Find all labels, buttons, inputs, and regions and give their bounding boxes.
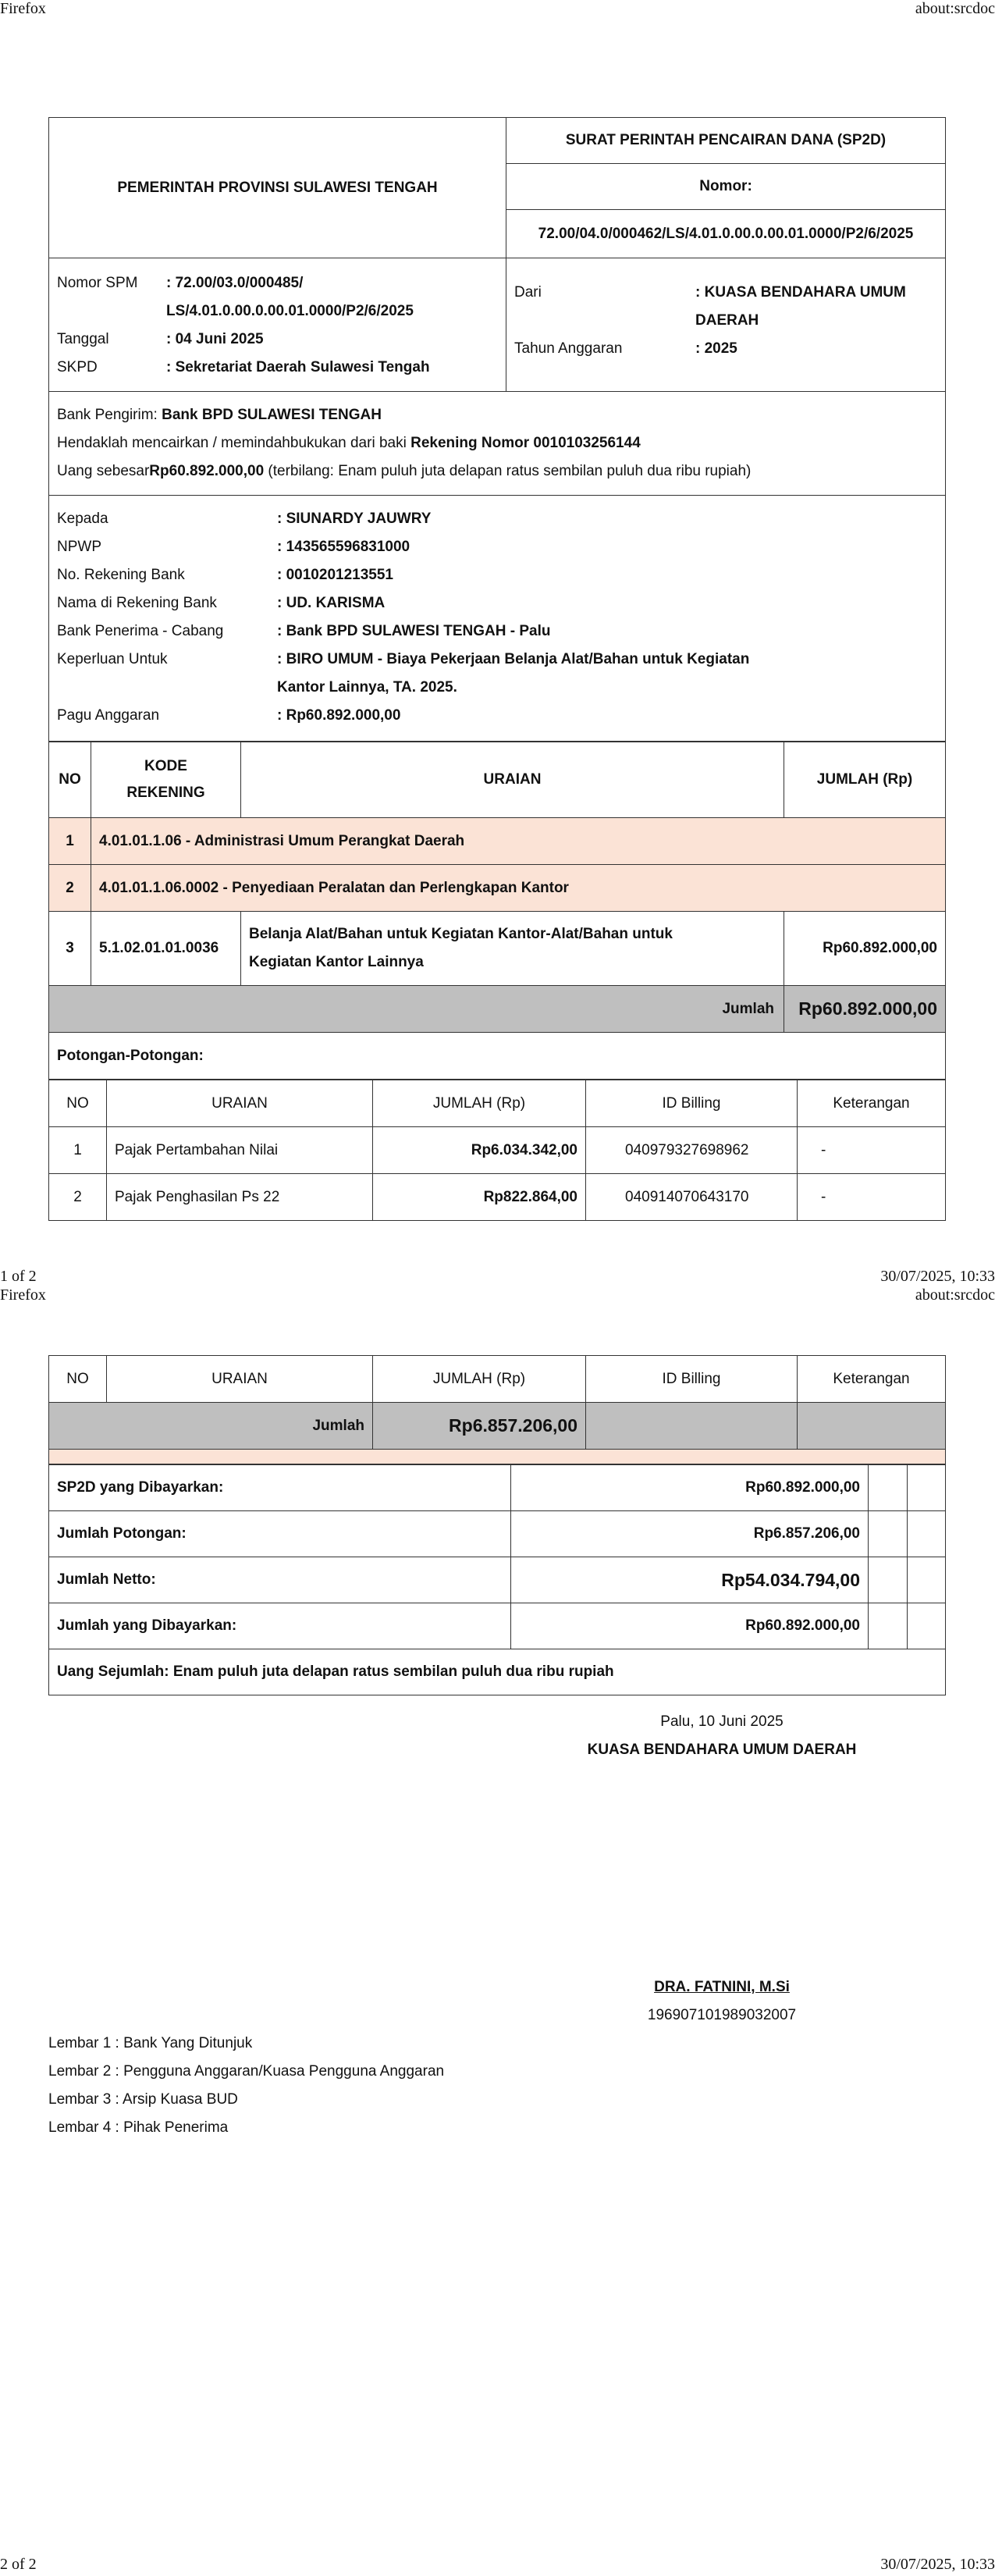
sp2d-document-page2 bbox=[48, 1355, 946, 1695]
summary-empty-cell bbox=[869, 1465, 908, 1511]
summary-row bbox=[49, 1511, 946, 1557]
potongan-jumlah: Rp6.034.342,00 bbox=[373, 1127, 586, 1174]
potongan-keterangan: - bbox=[798, 1127, 946, 1174]
browser-url-page2: about:srcdoc bbox=[915, 1286, 995, 1304]
potongan-keterangan: - bbox=[798, 1174, 946, 1221]
potongan-total-row bbox=[49, 1403, 946, 1450]
potongan-header-row bbox=[49, 1356, 946, 1403]
jumlah-potongan-label: Jumlah Potongan: bbox=[49, 1511, 511, 1557]
potongan-uraian: Pajak Pertambahan Nilai bbox=[107, 1127, 373, 1174]
summary-empty-cell bbox=[869, 1603, 908, 1649]
page-number-2: 2 of 2 bbox=[0, 2556, 37, 2573]
npwp-label: NPWP bbox=[57, 539, 101, 555]
government-name: PEMERINTAH PROVINSI SULAWESI TENGAH bbox=[49, 118, 506, 258]
items-total-value: Rp60.892.000,00 bbox=[784, 986, 946, 1033]
nomor-spm-label: Nomor SPM bbox=[57, 275, 138, 291]
signature-block bbox=[577, 1708, 866, 1764]
jumlah-potongan-value: Rp6.857.206,00 bbox=[511, 1511, 869, 1557]
potongan-total-value: Rp6.857.206,00 bbox=[373, 1403, 586, 1450]
potongan-jumlah: Rp822.864,00 bbox=[373, 1174, 586, 1221]
items-header-no: NO bbox=[49, 742, 91, 818]
nama-rekening-label: Nama di Rekening Bank bbox=[57, 595, 217, 611]
keperluan-value: : BIRO UMUM - Biaya Pekerjaan Belanja Alat/Bahan untuk Kegiatan bbox=[277, 651, 750, 667]
list-item: Lembar 3 : Arsip Kuasa BUD bbox=[48, 2091, 238, 2108]
potongan-table-continued bbox=[48, 1355, 946, 1464]
list-item: Lembar 2 : Pengguna Anggaran/Kuasa Pengguna Anggaran bbox=[48, 2063, 445, 2080]
skpd-label: SKPD bbox=[57, 359, 98, 375]
potongan-header-row bbox=[49, 1080, 946, 1127]
summary-empty-cell bbox=[908, 1465, 946, 1511]
spm-left bbox=[49, 258, 506, 391]
rekening-nomor: Rekening Nomor 0010103256144 bbox=[410, 435, 641, 451]
row-no: 3 bbox=[49, 912, 91, 986]
bank-penerima-label: Bank Penerima - Cabang bbox=[57, 623, 224, 639]
bank-section bbox=[48, 392, 946, 496]
summary-row bbox=[49, 1465, 946, 1511]
potongan-header-id-billing: ID Billing bbox=[586, 1356, 798, 1403]
sp2d-dibayarkan-value: Rp60.892.000,00 bbox=[511, 1465, 869, 1511]
potongan-header-keterangan: Keterangan bbox=[798, 1080, 946, 1127]
table-row bbox=[49, 1127, 946, 1174]
summary-table bbox=[48, 1464, 946, 1695]
items-header-row bbox=[49, 742, 946, 818]
potongan-title: Potongan-Potongan: bbox=[48, 1033, 946, 1080]
row-program: 4.01.01.1.06 - Administrasi Umum Perangkat Daerah bbox=[91, 818, 946, 865]
tahun-anggaran-label: Tahun Anggaran bbox=[514, 340, 623, 357]
tanggal-value: : 04 Juni 2025 bbox=[166, 331, 264, 347]
potongan-id-billing: 040979327698962 bbox=[586, 1127, 798, 1174]
items-total-label: Jumlah bbox=[49, 986, 784, 1033]
potongan-header-jumlah: JUMLAH (Rp) bbox=[373, 1356, 586, 1403]
row-jumlah: Rp60.892.000,00 bbox=[784, 912, 946, 986]
summary-row bbox=[49, 1649, 946, 1695]
signature-nip: 196907101989032007 bbox=[647, 2007, 797, 2023]
nama-rekening-value: : UD. KARISMA bbox=[277, 595, 386, 611]
kepada-value: : SIUNARDY JAUWRY bbox=[277, 511, 432, 527]
spm-right bbox=[506, 258, 945, 391]
summary-empty-cell bbox=[869, 1557, 908, 1603]
dari-value-cont: DAERAH bbox=[695, 312, 759, 329]
potongan-no: 1 bbox=[49, 1127, 107, 1174]
row-kegiatan: 4.01.01.1.06.0002 - Penyediaan Peralatan dan Perlengkapan Kantor bbox=[91, 865, 946, 912]
table-row bbox=[49, 1174, 946, 1221]
tahun-anggaran-value: : 2025 bbox=[695, 340, 737, 357]
page-number-1: 1 of 2 bbox=[0, 1268, 37, 1285]
summary-row bbox=[49, 1557, 946, 1603]
spacer-row bbox=[49, 1450, 946, 1464]
signature-name-block bbox=[577, 1973, 866, 2030]
potongan-total-empty bbox=[586, 1403, 798, 1450]
nomor-value: 72.00/04.0/000462/LS/4.01.0.00.0.00.01.0000/P2/6/2025 bbox=[506, 210, 946, 258]
skpd-value: : Sekretariat Daerah Sulawesi Tengah bbox=[166, 359, 430, 375]
keperluan-value-cont: Kantor Lainnya, TA. 2025. bbox=[277, 679, 457, 696]
signature-position: KUASA BENDAHARA UMUM DAERAH bbox=[587, 1742, 857, 1758]
dari-value: : KUASA BENDAHARA UMUM bbox=[695, 284, 906, 301]
summary-row bbox=[49, 1603, 946, 1649]
table-row bbox=[49, 865, 946, 912]
items-header-kode: KODE REKENING bbox=[91, 742, 241, 818]
uang-prefix: Uang sebesar bbox=[57, 463, 150, 479]
bank-penerima-value: : Bank BPD SULAWESI TENGAH - Palu bbox=[277, 623, 551, 639]
perintah-text: Hendaklah mencairkan / memindahbukukan dari baki bbox=[57, 435, 407, 451]
list-item: Lembar 1 : Bank Yang Ditunjuk bbox=[48, 2035, 253, 2051]
potongan-header-uraian: URAIAN bbox=[107, 1080, 373, 1127]
nomor-label: Nomor: bbox=[506, 164, 946, 210]
jumlah-netto-label: Jumlah Netto: bbox=[49, 1557, 511, 1603]
npwp-value: : 143565596831000 bbox=[277, 539, 410, 555]
potongan-total-label: Jumlah bbox=[49, 1403, 373, 1450]
jumlah-dibayarkan-label: Jumlah yang Dibayarkan: bbox=[49, 1603, 511, 1649]
bank-pengirim-value: Bank BPD SULAWESI TENGAH bbox=[162, 407, 382, 423]
row-kode-rekening: 5.1.02.01.01.0036 bbox=[91, 912, 241, 986]
penerima-section bbox=[48, 496, 946, 742]
pagu-anggaran-label: Pagu Anggaran bbox=[57, 707, 160, 724]
page-timestamp-1: 30/07/2025, 10:33 bbox=[880, 1268, 995, 1285]
kepada-label: Kepada bbox=[57, 511, 108, 527]
summary-empty-cell bbox=[869, 1511, 908, 1557]
items-total-row bbox=[49, 986, 946, 1033]
tanggal-label: Tanggal bbox=[57, 331, 109, 347]
pink-spacer bbox=[49, 1450, 946, 1464]
potongan-table bbox=[48, 1080, 946, 1221]
list-item: Lembar 4 : Pihak Penerima bbox=[48, 2119, 229, 2136]
summary-empty-cell bbox=[908, 1603, 946, 1649]
jumlah-dibayarkan-value: Rp60.892.000,00 bbox=[511, 1603, 869, 1649]
potongan-header-jumlah: JUMLAH (Rp) bbox=[373, 1080, 586, 1127]
items-header-uraian: URAIAN bbox=[241, 742, 784, 818]
items-table bbox=[48, 742, 946, 1033]
summary-empty-cell bbox=[908, 1557, 946, 1603]
browser-app-name-page2: Firefox bbox=[0, 1286, 46, 1304]
summary-empty-cell bbox=[908, 1511, 946, 1557]
uang-sejumlah: Uang Sejumlah: Enam puluh juta delapan ratus sembilan puluh dua ribu rupiah bbox=[49, 1649, 946, 1695]
potongan-header-no: NO bbox=[49, 1080, 107, 1127]
spm-section bbox=[48, 258, 946, 392]
signature-name: DRA. FATNINI, M.Si bbox=[654, 1979, 790, 1995]
no-rekening-value: : 0010201213551 bbox=[277, 567, 393, 583]
potongan-total-empty bbox=[798, 1403, 946, 1450]
potongan-header-no: NO bbox=[49, 1356, 107, 1403]
potongan-id-billing: 040914070643170 bbox=[586, 1174, 798, 1221]
lembar-list bbox=[48, 2030, 444, 2142]
nomor-spm-value: : 72.00/03.0/000485/ bbox=[166, 275, 304, 291]
document-header bbox=[48, 117, 946, 258]
bank-pengirim-label: Bank Pengirim: bbox=[57, 407, 158, 423]
table-row bbox=[49, 818, 946, 865]
potongan-header-id-billing: ID Billing bbox=[586, 1080, 798, 1127]
potongan-no: 2 bbox=[49, 1174, 107, 1221]
potongan-header-uraian: URAIAN bbox=[107, 1356, 373, 1403]
items-header-jumlah: JUMLAH (Rp) bbox=[784, 742, 946, 818]
document-title: SURAT PERINTAH PENCAIRAN DANA (SP2D) bbox=[506, 118, 946, 164]
potongan-header-keterangan: Keterangan bbox=[798, 1356, 946, 1403]
uang-amount: Rp60.892.000,00 bbox=[149, 463, 265, 479]
nomor-spm-value-cont: LS/4.01.0.00.0.00.01.0000/P2/6/2025 bbox=[166, 303, 414, 319]
uang-terbilang: (terbilang: Enam puluh juta delapan ratus sembilan puluh dua ribu rupiah) bbox=[268, 463, 752, 479]
pagu-anggaran-value: : Rp60.892.000,00 bbox=[277, 707, 401, 724]
sp2d-document-page1 bbox=[48, 117, 946, 1221]
sp2d-dibayarkan-label: SP2D yang Dibayarkan: bbox=[49, 1465, 511, 1511]
potongan-uraian: Pajak Penghasilan Ps 22 bbox=[107, 1174, 373, 1221]
row-no: 1 bbox=[49, 818, 91, 865]
row-no: 2 bbox=[49, 865, 91, 912]
browser-url: about:srcdoc bbox=[915, 0, 995, 17]
no-rekening-label: No. Rekening Bank bbox=[57, 567, 185, 583]
row-uraian: Belanja Alat/Bahan untuk Kegiatan Kantor-Alat/Bahan untuk Kegiatan Kantor Lainnya bbox=[241, 912, 784, 986]
signature-place-date: Palu, 10 Juni 2025 bbox=[660, 1713, 784, 1730]
table-row bbox=[49, 912, 946, 986]
browser-app-name: Firefox bbox=[0, 0, 46, 17]
keperluan-label: Keperluan Untuk bbox=[57, 651, 168, 667]
jumlah-netto-value: Rp54.034.794,00 bbox=[511, 1557, 869, 1603]
dari-label: Dari bbox=[514, 284, 542, 301]
page-timestamp-2: 30/07/2025, 10:33 bbox=[880, 2556, 995, 2573]
